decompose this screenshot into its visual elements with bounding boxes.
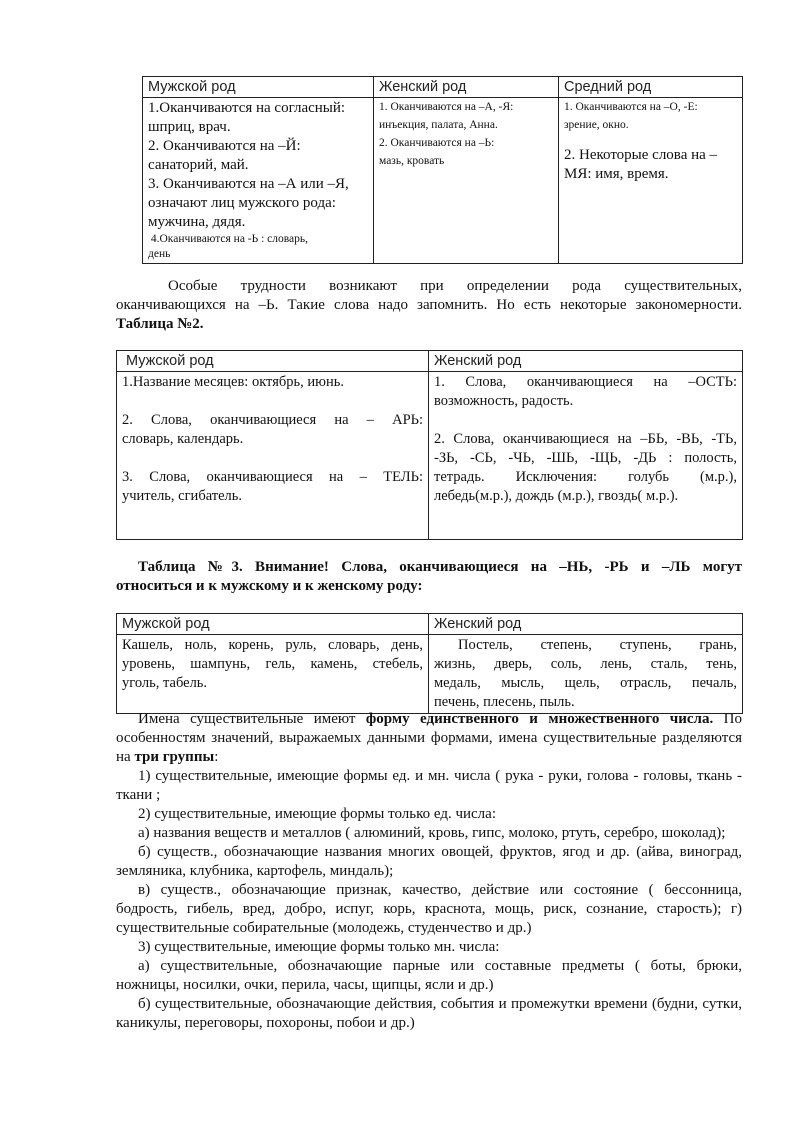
cell-line: санаторий, май. <box>148 157 249 173</box>
paragraph: в) существ., обозначающие признак, качество, действие или состояние ( бессонница, бодрость, гибель, вред, добро, испуг, корь, краснота, мощь, риск, сознание, старость); г) существительные собирательные (молодежь, студенчество и др.) <box>116 882 742 936</box>
text-line: оканчивающихся на –Ь. Такие слова надо запомнить. Но есть некоторые закономерности. <box>116 297 742 313</box>
cell-line: инъекция, палата, Анна. <box>379 119 498 131</box>
cell-female <box>374 98 559 264</box>
paragraph-difficulties <box>116 277 742 334</box>
cell-female <box>429 372 743 540</box>
paragraph-table3-caption <box>116 558 742 596</box>
table-gender-endings <box>142 76 743 264</box>
cell-line: учитель, сгибатель. <box>122 488 243 504</box>
header-male: Мужской род <box>117 351 429 372</box>
cell-line: 2. Оканчиваются на –Ь: <box>379 137 495 149</box>
cell-line: 1. Оканчиваются на –А, -Я: <box>379 101 514 113</box>
cell-line: 2. Слова, оканчивающиеся на – АРЬ: <box>122 412 423 428</box>
bold-text: форму единственного и множественного числа. <box>365 711 714 727</box>
cell-male <box>117 635 429 714</box>
paragraph: а) существительные, обозначающие парные или составные предметы ( боты, брюки, ножницы, носилки, очки, перила, часы, щипцы, ясли и др.) <box>116 958 742 993</box>
paragraph: б) существительные, обозначающие действия, события и промежутки времени (будни, сутки, каникулы, переговоры, похороны, побои и др.) <box>116 996 742 1031</box>
cell-line: 1.Оканчиваются на согласный: <box>148 100 346 116</box>
header-female: Женский род <box>429 351 743 372</box>
table-row <box>117 635 743 714</box>
cell-line: Постель, степень, ступень, грань, <box>458 637 737 653</box>
cell-line-small: зрение, окно. <box>564 119 629 131</box>
cell-line: -ЗЬ, -СЬ, -ЧЬ, -ШЬ, -ЩЬ, -ДЬ : полость, <box>434 450 737 466</box>
cell-line-blank <box>122 392 423 411</box>
cell-line: возможность, радость. <box>434 393 574 409</box>
cell-line: Кашель, ноль, корень, руль, словарь, день, <box>122 637 423 653</box>
cell-male <box>143 98 374 264</box>
text-line: Особые трудности возникают при определении рода существительных, <box>168 278 742 294</box>
text-line: относиться и к мужскому и к женскому роду: <box>116 578 423 594</box>
cell-line: уровень, шампунь, гель, камень, стебель, <box>122 656 423 672</box>
cell-line: МЯ: имя, время. <box>564 166 669 182</box>
text-span: По особенностям значений, выражаемых данными формами, имена существительные разделяются на <box>116 711 742 765</box>
cell-line: означают лиц мужского рода: <box>148 195 336 211</box>
cell-line-blank <box>434 411 737 430</box>
cell-line: мазь, кровать <box>379 155 445 167</box>
cell-line-small: 1. Оканчиваются на –О, -Е: <box>564 101 698 113</box>
header-neuter: Средний род <box>559 77 743 98</box>
header-female: Женский род <box>429 614 743 635</box>
header-male: Мужской род <box>143 77 374 98</box>
cell-line: медаль, мысль, щель, отрасль, печаль, <box>434 675 737 691</box>
paragraph: 2) существительные, имеющие формы только ед. числа: <box>138 806 496 822</box>
paragraph: а) названия веществ и металлов ( алюминий, кровь, гипс, молоко, ртуть, серебро, шоколад); <box>138 825 726 841</box>
table-header-row <box>117 351 743 372</box>
table-2 <box>116 350 743 540</box>
paragraph <box>116 710 742 767</box>
bold-text: три группы <box>134 749 215 765</box>
cell-line: 2. Некоторые слова на – <box>564 147 718 163</box>
cell-line: тетрадь. Исключения: голубь (м.р.), <box>434 469 737 485</box>
cell-line: мужчина, дядя. <box>148 214 246 230</box>
table-header-row <box>117 614 743 635</box>
cell-line: лебедь(м.р.), дождь (м.р.), гвоздь( м.р.). <box>434 488 679 504</box>
text-span: Имена существительные имеют <box>138 711 366 727</box>
cell-line: 2. Оканчиваются на –Й: <box>148 138 301 154</box>
cell-line: 2. Слова, оканчивающиеся на –БЬ, -ВЬ, -ТЬ, <box>434 431 737 447</box>
paragraph: 3) существительные, имеющие формы только мн. числа: <box>138 939 500 955</box>
cell-line: 3. Оканчиваются на –А или –Я, <box>148 176 349 192</box>
text-line: Таблица №3. Внимание! Слова, оканчивающиеся на –НЬ, -РЬ и –ЛЬ могут <box>138 559 742 575</box>
cell-line: 1.Название месяцев: октябрь, июнь. <box>122 374 344 390</box>
table-3 <box>116 613 743 714</box>
cell-line: печень, плесень, пыль. <box>434 694 575 710</box>
table-row <box>143 98 743 264</box>
cell-line: шприц, врач. <box>148 119 231 135</box>
cell-male <box>117 372 429 540</box>
paragraph: 1) существительные, имеющие формы ед. и мн. числа ( рука - руки, голова - головы, ткань - ткани ; <box>116 768 742 803</box>
text-span: : <box>214 749 219 765</box>
table-label: Таблица №2. <box>116 316 204 332</box>
body-text <box>116 710 742 1033</box>
cell-line-small: день <box>148 248 171 260</box>
header-female: Женский род <box>374 77 559 98</box>
header-male: Мужской род <box>117 614 429 635</box>
cell-neuter <box>559 98 743 264</box>
cell-line: жизнь, дверь, соль, лень, сталь, тень, <box>434 656 737 672</box>
table-row <box>117 372 743 540</box>
cell-line: 3. Слова, оканчивающиеся на – ТЕЛЬ: <box>122 469 423 485</box>
cell-line-small: 4.Оканчиваются на -Ь : словарь, <box>148 233 309 245</box>
cell-line: словарь, календарь. <box>122 431 244 447</box>
cell-line: уголь, табель. <box>122 675 208 691</box>
table-header-row <box>143 77 743 98</box>
paragraph: б) существ., обозначающие названия многих овощей, фруктов, ягод и др. (айва, виноград, земляника, клубника, картофель, миндаль); <box>116 844 742 879</box>
cell-female <box>429 635 743 714</box>
cell-line-blank <box>122 449 423 468</box>
cell-line: 1. Слова, оканчивающиеся на –ОСТЬ: <box>434 374 737 390</box>
